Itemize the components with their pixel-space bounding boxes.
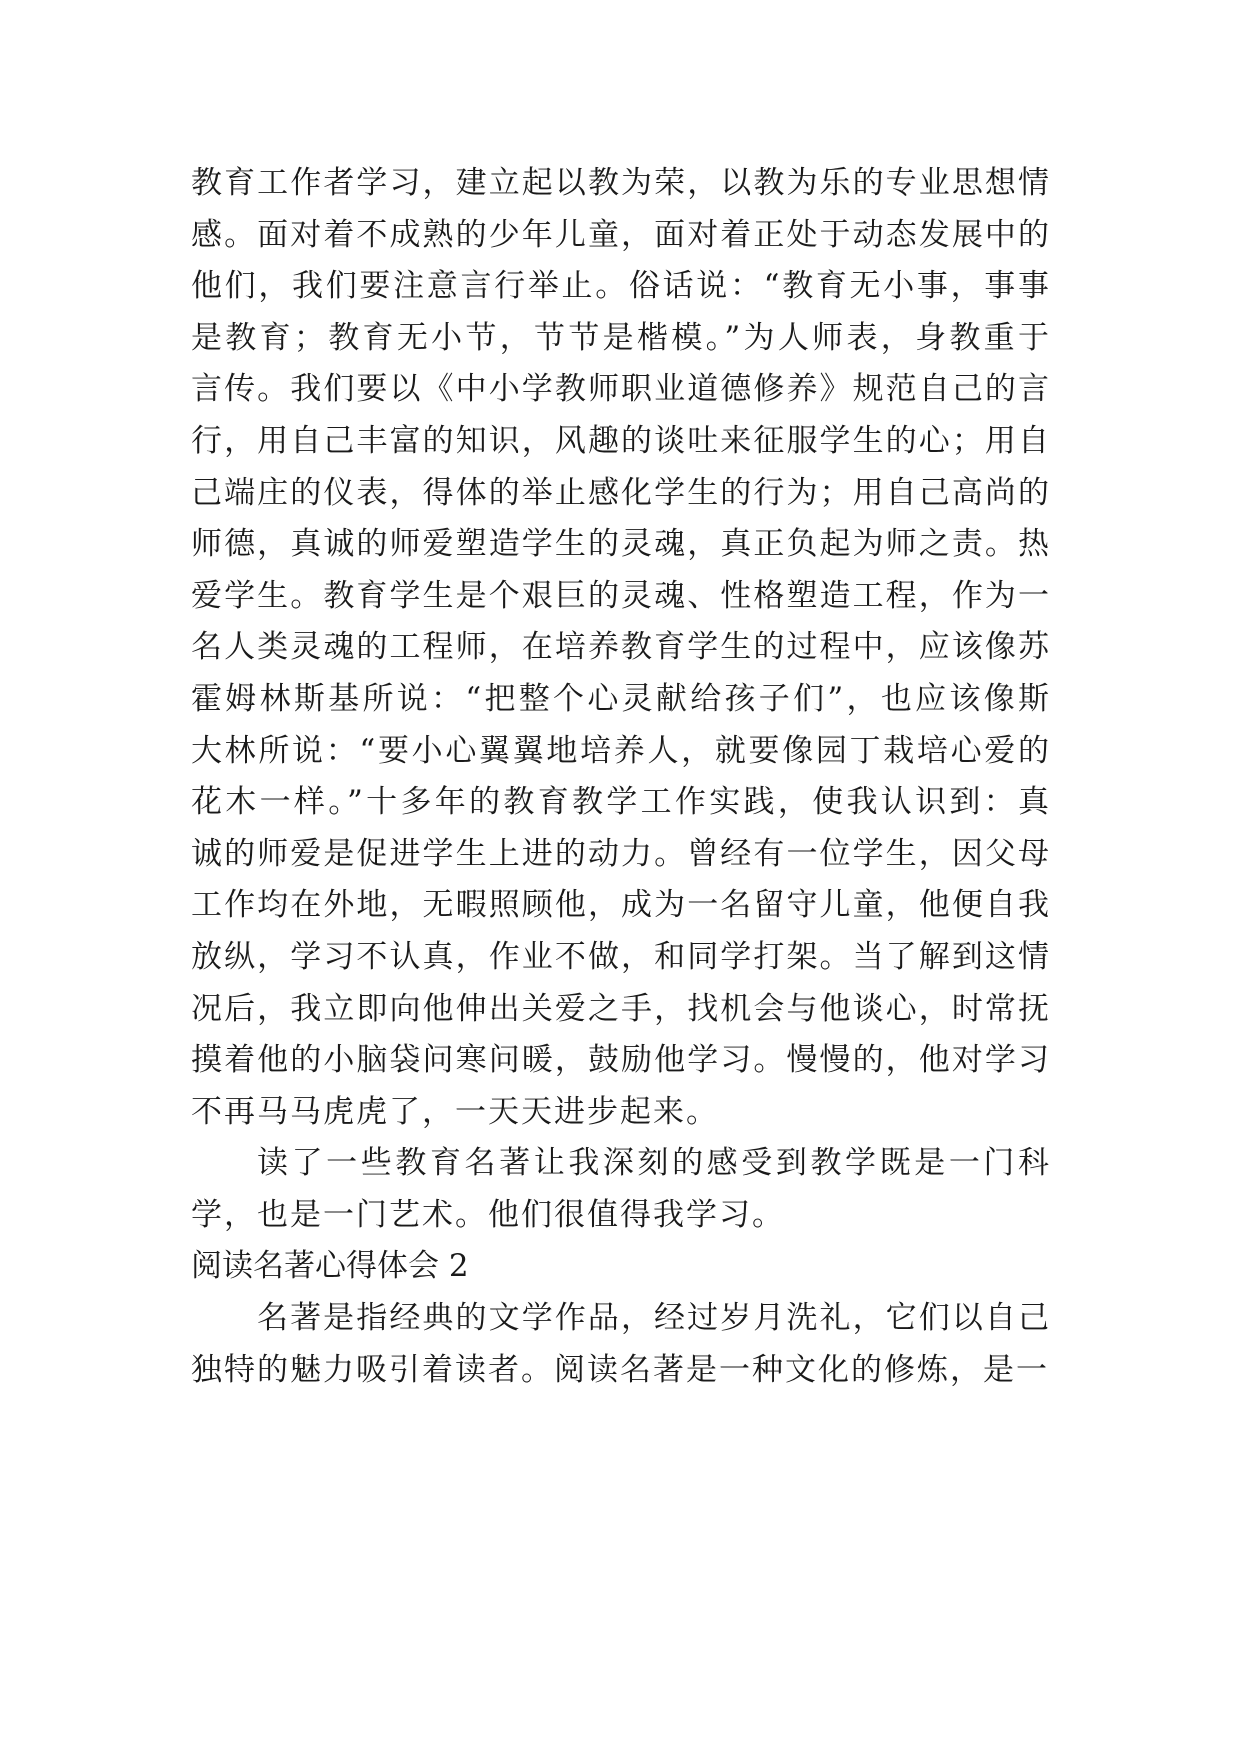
body-paragraph-1: 教育工作者学习，建立起以教为荣，以教为乐的专业思想情感。面对着不成熟的少年儿童，面对着正处于动态发展中的他们，我们要注意言行举止。俗话说：“教育无小事，事事是教育；教育无小节，节节是楷模。”为人师表，身教重于言传。我们要以《中小学教师职业道德修养》规范自己的言行，用自己丰富的知识，风趣的谈吐来征服学生的心；用自己端庄的仪表，得体的举止感化学生的行为；用自己高尚的师德，真诚的师爱塑造学生的灵魂，真正负起为师之责。热爱学生。教育学生是个艰巨的灵魂、性格塑造工程，作为一名人类灵魂的工程师，在培养教育学生的过程中，应该像苏霍姆林斯基所说：“把整个心灵献给孩子们”，也应该像斯大林所说：“要小心翼翼地培养人，就要像园丁栽培心爱的花木一样。”十多年的教育教学工作实践，使我认识到：真诚的师爱是促进学生上进的动力。曾经有一位学生，因父母工作均在外地，无暇照顾他，成为一名留守儿童，他便自我放纵，学习不认真，作业不做，和同学打架。当了解到这情况后，我立即向他伸出关爱之手，找机会与他谈心，时常抚摸着他的小脑袋问寒问暖，鼓励他学习。慢慢的，他对学习不再马马虎虎了，一天天进步起来。 <box>191 165 1051 1130</box>
document-body <box>191 158 1051 1396</box>
section-paragraph-1: 名著是指经典的文学作品，经过岁月洗礼，它们以自己独特的魅力吸引着读者。阅读名著是一种文化的修炼，是一 <box>191 1300 1051 1388</box>
body-paragraph-2: 读了一些教育名著让我深刻的感受到教学既是一门科学，也是一门艺术。他们很值得我学习。 <box>191 1145 1051 1233</box>
section-heading: 阅读名著心得体会 2 <box>191 1248 469 1285</box>
